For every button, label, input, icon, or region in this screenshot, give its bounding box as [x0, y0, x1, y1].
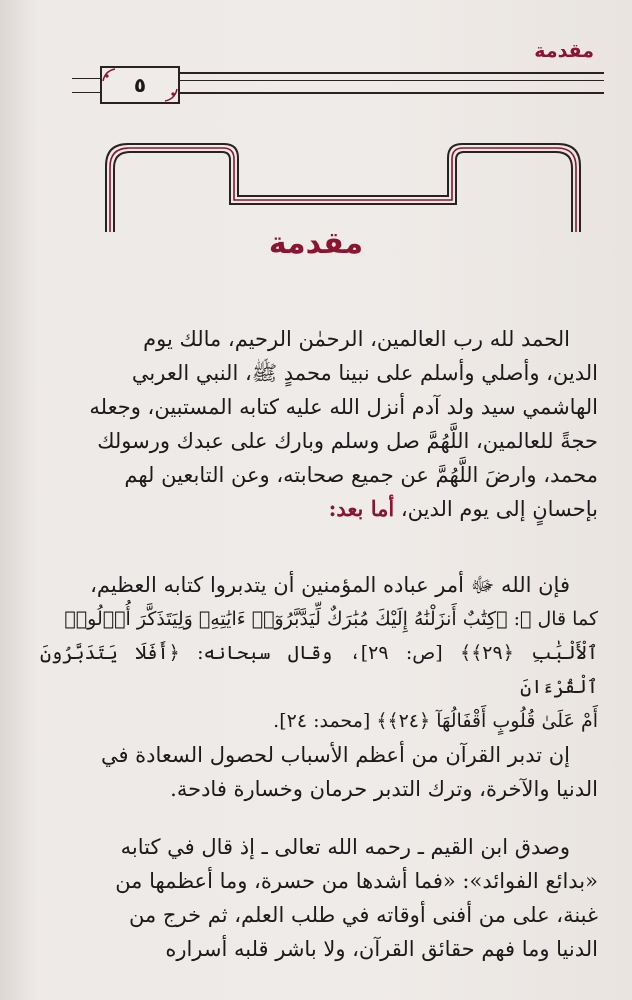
text-line: إن تدبر القرآن من أعظم الأسباب لحصول السعادة في — [100, 743, 570, 767]
text-line: محمد، وارضَ اللَّهُمَّ عن جميع صحابته، وعن التابعين لهم — [124, 463, 598, 487]
text-line: الدنيا والآخرة، وترك التدبر حرمان وخسارة فادحة. — [170, 777, 598, 801]
text-line: الدنيا وما فهم حقائق القرآن، ولا باشر قلبه أسراره — [165, 937, 598, 961]
paragraph-intro — [40, 322, 598, 526]
text-line: فإن الله ﷻ أمر عباده المؤمنين أن يتدبروا كتابه العظيم، — [90, 573, 570, 597]
text-line-last — [40, 492, 598, 526]
text-line: ٱلْأَلْبَٰبِ ﴿٢٩﴾﴾ [ص: ٢٩]، وقال سبحانه: ﴿أَفَلَا يَتَدَبَّرُونَ ٱلْقُرْءَانَ — [40, 642, 598, 698]
page-number: ٥ — [133, 73, 147, 97]
text-line: كما قال ﷻ: ﴿كِتَٰبٌ أَنزَلْنَٰهُ إِلَيْكَ مُبَٰرَكٌ لِّيَدَّبَّرُوٓا۟ ءَايَٰتِهِۦ وَلِيَتَذَكَّرَ أُو۟لُوا۟ — [64, 608, 598, 630]
text-line: وصدق ابن القيم ـ رحمه الله تعالى ـ إذ قال في كتابه — [120, 835, 570, 859]
text-segment: بإحسانٍ إلى يوم الدين، — [400, 497, 598, 521]
text-line: الدين، وأصلي وأسلم على نبينا محمدٍ ﷺ، النبي العربي — [131, 361, 598, 385]
flourish-icon — [102, 68, 116, 82]
header-rule-mid — [180, 80, 604, 81]
flourish-icon — [164, 88, 178, 102]
paragraph-ibn-qayyim — [40, 830, 598, 966]
text-line: الحمد لله رب العالمين، الرحمٰن الرحيم، مالك يوم — [143, 327, 570, 351]
title-frame-ornament — [104, 126, 582, 232]
header-rule-bottom — [180, 92, 604, 94]
page-title: مقدمة — [268, 226, 364, 261]
text-line: «بدائع الفوائد»: «فما أشدها من حسرة، وما أعظمها من — [115, 869, 598, 893]
text-line: حجةً للعالمين، اللَّهُمَّ صل وسلم وبارك على عبدك ورسولك — [97, 429, 598, 453]
amma-bad-heading: أما بعد: — [328, 496, 395, 521]
paragraph-tadabbur — [40, 738, 598, 806]
paragraph-quran-verses — [40, 568, 598, 738]
text-line: غبنة، على من أفنى أوقاته في طلب العلم، ثم خرج من — [129, 903, 598, 927]
running-head: مقدمة — [534, 40, 594, 62]
header-rule-left-b — [72, 92, 102, 93]
header-rule-left-a — [72, 78, 102, 79]
text-line: أَمْ عَلَىٰ قُلُوبٍ أَقْفَالُهَآ ﴿٢٤﴾﴾ [محمد: ٢٤]. — [273, 710, 598, 732]
text-line: الهاشمي سيد ولد آدم أنزل الله عليه كتابه المستبين، وجعله — [89, 395, 598, 419]
header-rule-top — [180, 72, 604, 74]
